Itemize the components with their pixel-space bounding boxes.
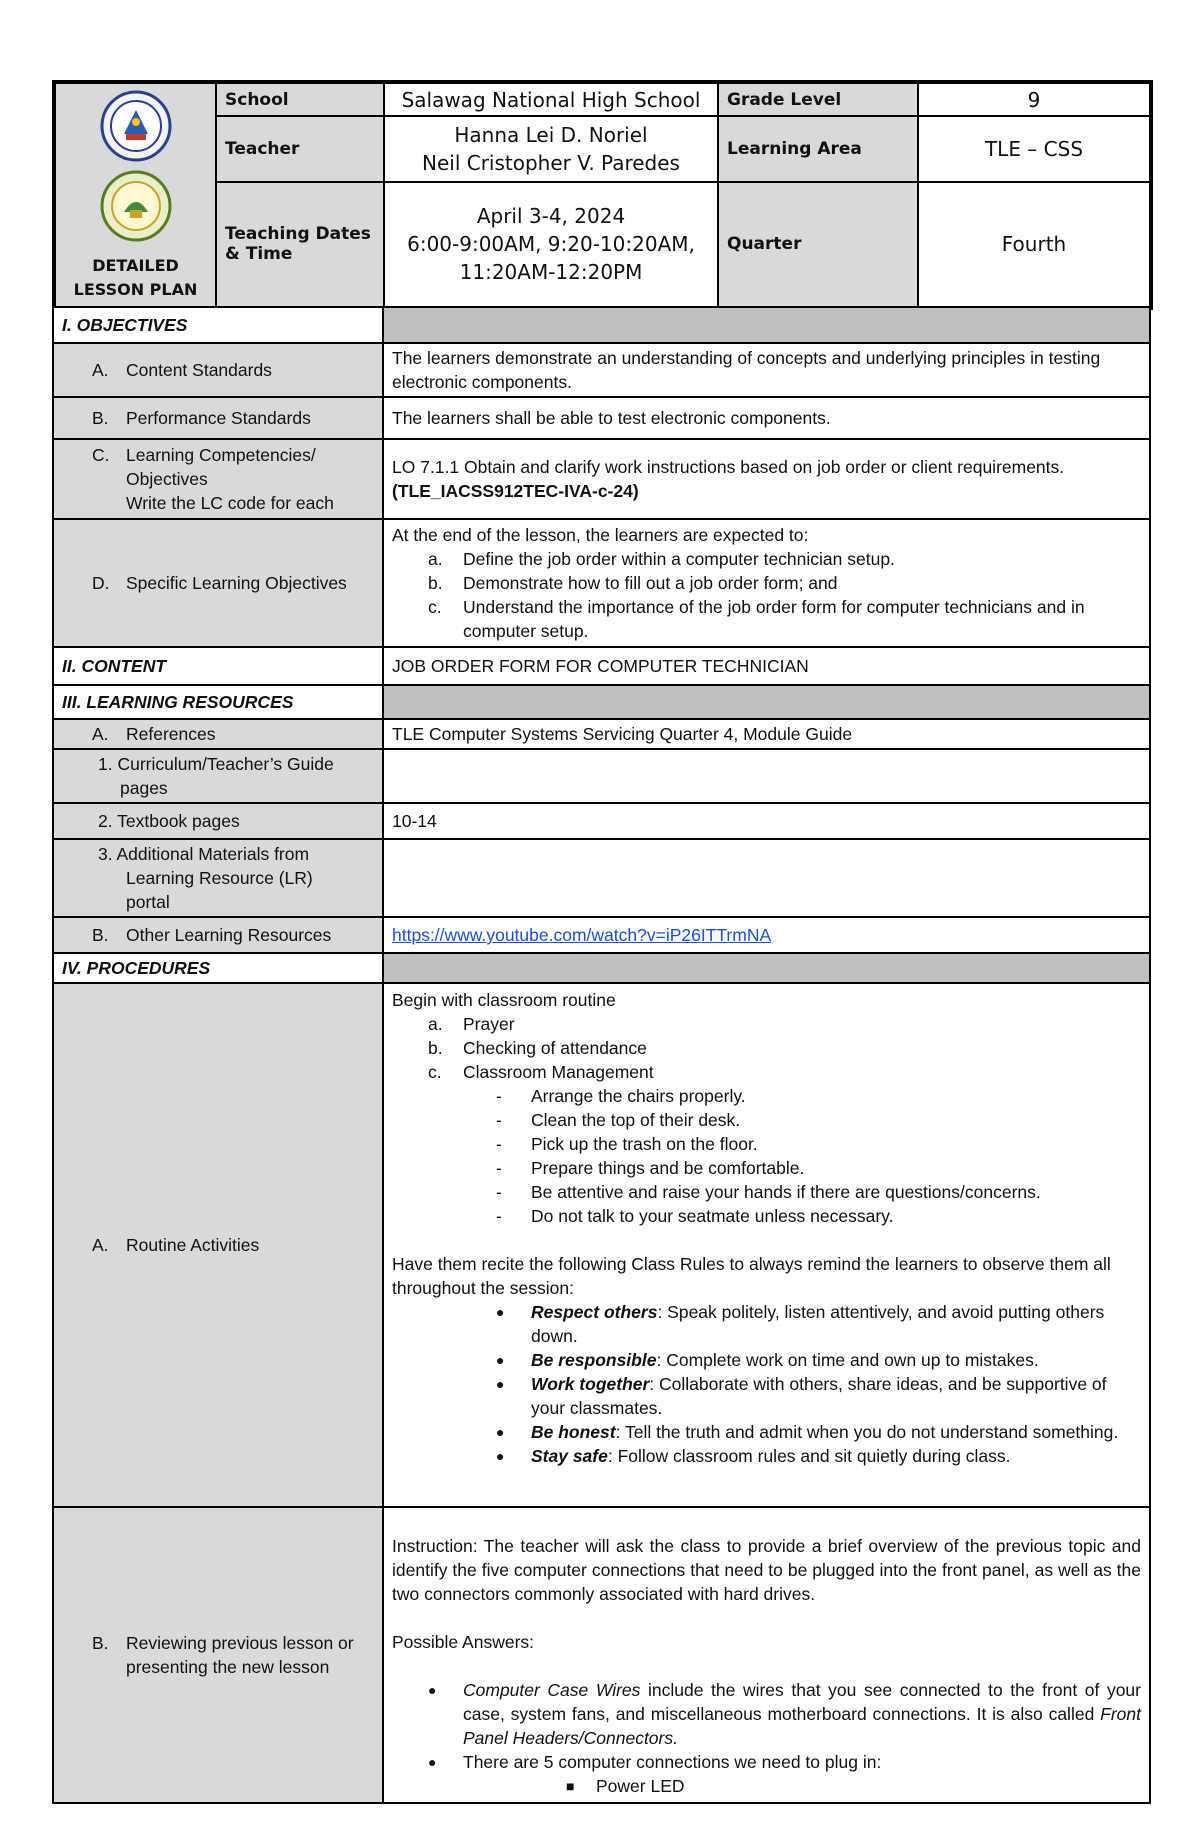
specific-objectives-label: D. Specific Learning Objectives: [53, 519, 383, 647]
specific-objectives-text: At the end of the lesson, the learners are expected to: a. Define the job order within a computer technician setup. b. Demonstrate how to fill out a job order form; and c. Understand the importance of the job order form for computer technicians and in computer setup.: [383, 519, 1150, 647]
list-item: - Clean the top of their desk.: [496, 1110, 741, 1130]
list-item: c. Understand the importance of the job order form for computer technicians and in computer setup.: [428, 597, 1085, 641]
other-resources-label: B. Other Learning Resources: [53, 917, 383, 953]
list-item: a. Prayer: [428, 1014, 515, 1034]
content-text: JOB ORDER FORM FOR COMPUTER TECHNICIAN: [383, 647, 1150, 685]
list-item: b. Demonstrate how to fill out a job order form; and: [428, 573, 838, 593]
dates-value: April 3-4, 2024 6:00-9:00AM, 9:20-10:20AM, 11:20AM-12:20PM: [384, 182, 718, 308]
performance-standards-label: B. Performance Standards: [53, 397, 383, 439]
content-heading: II. CONTENT: [53, 647, 383, 685]
competencies-label: C. Learning Competencies/ Objectives Write the LC code for each: [53, 439, 383, 519]
list-item: ● Respect others: Speak politely, listen attentively, and avoid putting others down.: [496, 1302, 1105, 1346]
references-label: A. References: [53, 719, 383, 749]
procedures-heading: IV. PROCEDURES: [53, 953, 383, 983]
list-item: ● Stay safe: Follow classroom rules and sit quietly during class.: [496, 1446, 1011, 1466]
objectives-heading-fill: [383, 307, 1150, 343]
school-value: Salawag National High School: [384, 82, 718, 116]
list-item: - Do not talk to your seatmate unless necessary.: [496, 1206, 894, 1226]
teacher-value: Hanna Lei D. Noriel Neil Cristopher V. Paredes: [384, 116, 718, 182]
plan-title: DETAILED LESSON PLAN: [73, 256, 198, 299]
grade-value: 9: [918, 82, 1151, 116]
reviewing-lesson-text: Instruction: The teacher will ask the class to provide a brief overview of the previous topic and identify the five computer connections that need to be plugged into the front panel, as well as the two connectors commonly associated with hard drives. Possible Answers: ● Computer Case Wires include the wires that you see connected to the front of your case, system fans, and miscellaneous motherboard connections. It is also called Front Panel Headers/Connectors. ● There are 5 computer connections we need to plug in: ■ Power LED: [383, 1507, 1150, 1803]
list-item: ● Work together: Collaborate with others, share ideas, and be supportive of your classmates.: [496, 1374, 1107, 1418]
lc-code: (TLE_IACSS912TEC-IVA-c-24): [392, 481, 639, 501]
school-label: School: [216, 82, 384, 116]
routine-activities-text: Begin with classroom routine a. Prayer b. Checking of attendance c. Classroom Management - Arrange the chairs properly. - Clean the top of their desk. - Pick up the trash on the floor. - Prepare things and be comfortable. - Be attentive and raise your hands if there are questions/concerns. - Do not talk to your seatmate unless necessary. Have them recite the following Class Rules to always remind the learners to observe them all throughout the session: ● Respect others: Speak politely, listen attentively, and avoid putting others down. ● Be responsible: Complete work on time and own up to mistakes. ● Work together: Collaborate with others, share ideas, and be supportive of your classmates. ● Be honest: Tell the truth and admit when you do not understand something. ● Stay safe: Follow classroom rules and sit quietly during class.: [383, 983, 1150, 1507]
performance-standards-text: The learners shall be able to test electronic components.: [383, 397, 1150, 439]
bullet-icon: ●: [428, 1682, 437, 1698]
resources-heading-fill: [383, 685, 1150, 719]
school-seal-icon: [100, 170, 172, 242]
objectives-heading: I. OBJECTIVES: [53, 307, 383, 343]
list-item: ● Be honest: Tell the truth and admit when you do not understand something.: [496, 1422, 1119, 1442]
routine-activities-label: A. Routine Activities: [53, 983, 383, 1507]
list-item: ■ Power LED: [566, 1776, 685, 1796]
youtube-link[interactable]: https://www.youtube.com/watch?v=iP26ITTrmNA: [392, 925, 772, 945]
area-label: Learning Area: [718, 116, 918, 182]
list-item: c. Classroom Management: [428, 1062, 654, 1082]
list-item: - Pick up the trash on the floor.: [496, 1134, 758, 1154]
grade-label: Grade Level: [718, 82, 918, 116]
square-bullet-icon: ■: [566, 1778, 575, 1794]
bullet-icon: ●: [496, 1352, 505, 1368]
additional-materials-value: [383, 839, 1150, 917]
textbook-pages-label: 2. Textbook pages: [53, 803, 383, 839]
list-item: - Prepare things and be comfortable.: [496, 1158, 805, 1178]
bullet-icon: ●: [496, 1304, 505, 1320]
reviewing-lesson-label: B. Reviewing previous lesson or presenting the new lesson: [53, 1507, 383, 1803]
list-item: ● Computer Case Wires include the wires that you see connected to the front of your case, system fans, and miscellaneous motherboard connections. It is also called Front Panel Headers/Connectors.: [428, 1680, 1141, 1748]
list-item: - Be attentive and raise your hands if there are questions/concerns.: [496, 1182, 1041, 1202]
area-value: TLE – CSS: [918, 116, 1151, 182]
list-item: ● There are 5 computer connections we need to plug in:: [428, 1752, 882, 1772]
curriculum-guide-label: 1. Curriculum/Teacher’s Guide pages: [53, 749, 383, 803]
resources-heading: III. LEARNING RESOURCES: [53, 685, 383, 719]
header-table: [52, 80, 1153, 310]
bullet-icon: ●: [428, 1754, 437, 1770]
list-item: ● Be responsible: Complete work on time and own up to mistakes.: [496, 1350, 1039, 1370]
connections-list: [392, 1774, 1141, 1798]
specific-objectives-list: [392, 547, 1141, 643]
bullet-icon: ●: [496, 1376, 505, 1392]
routine-list: [392, 1012, 1141, 1084]
quarter-label: Quarter: [718, 182, 918, 308]
competencies-text: LO 7.1.1 Obtain and clarify work instructions based on job order or client requirements. (TLE_IACSS912TEC-IVA-c-24): [383, 439, 1150, 519]
deped-seal-icon: [100, 90, 172, 162]
content-standards-text: The learners demonstrate an understanding of concepts and underlying principles in testing electronic components.: [383, 343, 1150, 397]
possible-answers-list: [392, 1678, 1141, 1774]
list-item: a. Define the job order within a computer technician setup.: [428, 549, 895, 569]
bullet-icon: ●: [496, 1424, 505, 1440]
logo-cell: [54, 82, 216, 308]
list-item: b. Checking of attendance: [428, 1038, 647, 1058]
curriculum-guide-value: [383, 749, 1150, 803]
textbook-pages-value: 10-14: [383, 803, 1150, 839]
class-rules-list: [392, 1300, 1141, 1468]
quarter-value: Fourth: [918, 182, 1151, 308]
dates-label: Teaching Dates & Time: [216, 182, 384, 308]
procedures-heading-fill: [383, 953, 1150, 983]
bullet-icon: ●: [496, 1448, 505, 1464]
content-standards-label: A. Content Standards: [53, 343, 383, 397]
references-text: TLE Computer Systems Servicing Quarter 4, Module Guide: [383, 719, 1150, 749]
management-list: [392, 1084, 1141, 1228]
teacher-label: Teacher: [216, 116, 384, 182]
lesson-table: [52, 306, 1151, 1804]
other-resources-cell: [383, 917, 1150, 953]
additional-materials-label: 3. Additional Materials from Learning Resource (LR) portal: [53, 839, 383, 917]
list-item: - Arrange the chairs properly.: [496, 1086, 746, 1106]
